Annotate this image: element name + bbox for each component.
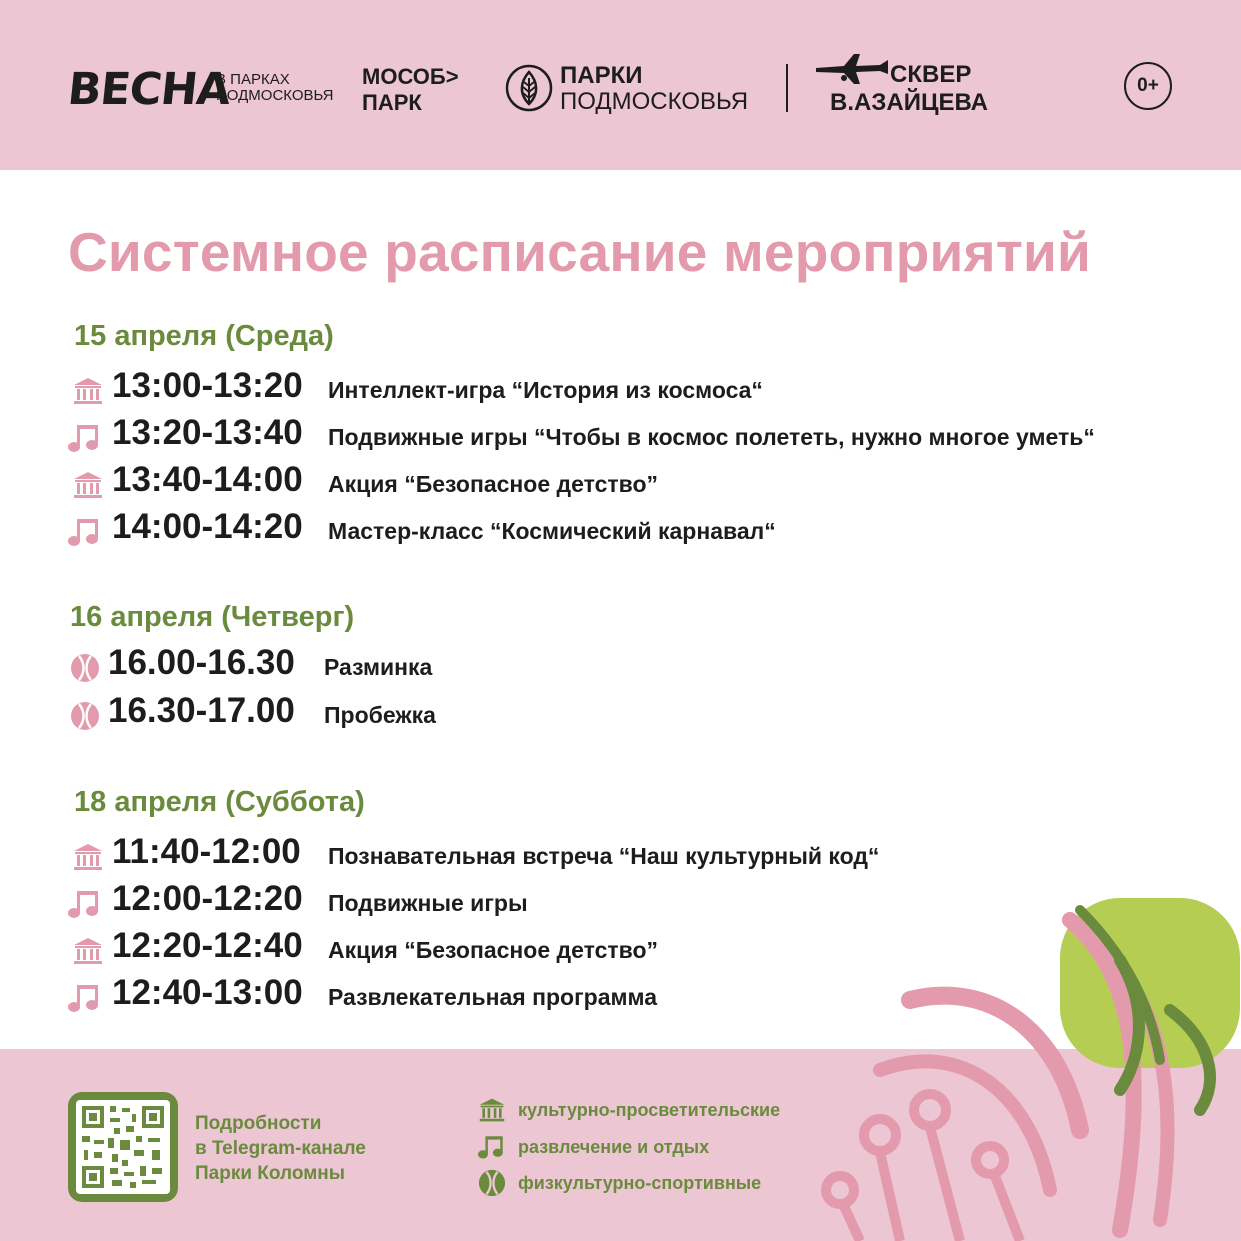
vesna-logo-subtitle: В ПАРКАХ ПОДМОСКОВЬЯ xyxy=(216,71,334,104)
age-rating-badge: 0+ xyxy=(1124,62,1172,110)
event-time: 12:40-13:00 xyxy=(112,973,303,1012)
telegram-channel-text: Подробности в Telegram-канале Парки Коломны xyxy=(195,1113,366,1184)
event-name: Подвижные игры xyxy=(328,890,528,916)
vesna-logo: ВЕСНА xyxy=(65,64,233,115)
ball-icon xyxy=(70,701,102,731)
skver-zaytseva-logo: СКВЕР В.АЗАЙЦЕВА xyxy=(830,61,988,116)
mosoblpark-logo: МОСОБ> ПАРК xyxy=(362,64,459,115)
day-heading: 18 апреля (Суббота) xyxy=(74,786,365,818)
event-name: Развлекательная программа xyxy=(328,984,658,1010)
music-note-icon xyxy=(68,517,100,547)
music-note-icon xyxy=(478,1133,506,1161)
museum-icon xyxy=(72,842,104,872)
legend-label: физкультурно-спортивные xyxy=(518,1173,762,1193)
event-time: 14:00-14:20 xyxy=(112,507,303,546)
legend-label: развлечение и отдых xyxy=(518,1137,710,1157)
museum-icon xyxy=(478,1096,506,1124)
parki-podmoskovya-logo: ПАРКИ ПОДМОСКОВЬЯ xyxy=(560,62,749,115)
music-note-icon xyxy=(68,889,100,919)
music-note-icon xyxy=(68,983,100,1013)
parki-leaf-icon xyxy=(505,64,553,117)
event-name: Интеллект-игра “История из космоса“ xyxy=(328,377,763,403)
music-note-icon xyxy=(68,423,100,453)
event-time: 16.30-17.00 xyxy=(108,691,295,730)
legend-label: культурно-просветительские xyxy=(518,1100,781,1120)
page-title: Системное расписание мероприятий xyxy=(68,221,1091,283)
logo-divider xyxy=(786,64,788,112)
event-time: 12:00-12:20 xyxy=(112,879,303,918)
event-name: Мастер-класс “Космический карнавал“ xyxy=(328,518,776,544)
museum-icon xyxy=(72,470,104,500)
event-name: Акция “Безопасное детство” xyxy=(328,471,659,497)
event-time: 11:40-12:00 xyxy=(112,832,301,871)
event-name: Разминка xyxy=(324,654,433,680)
event-time: 16.00-16.30 xyxy=(108,643,295,682)
event-time: 13:20-13:40 xyxy=(112,413,303,452)
day-heading: 15 апреля (Среда) xyxy=(74,320,334,352)
event-time: 13:00-13:20 xyxy=(112,366,303,405)
event-time: 12:20-12:40 xyxy=(112,926,303,965)
event-name: Познавательная встреча “Наш культурный код“ xyxy=(328,843,880,869)
event-time: 13:40-14:00 xyxy=(112,460,303,499)
day-heading: 16 апреля (Четверг) xyxy=(70,601,355,633)
museum-icon xyxy=(72,376,104,406)
event-name: Подвижные игры “Чтобы в космос полететь, нужно многое уметь“ xyxy=(328,424,1095,450)
decorative-plant-illustration xyxy=(820,890,1241,1241)
ball-icon xyxy=(70,653,102,683)
museum-icon xyxy=(72,936,104,966)
event-name: Акция “Безопасное детство” xyxy=(328,937,659,963)
qr-code[interactable] xyxy=(68,1092,178,1202)
event-name: Пробежка xyxy=(324,702,436,728)
ball-icon xyxy=(478,1169,506,1197)
